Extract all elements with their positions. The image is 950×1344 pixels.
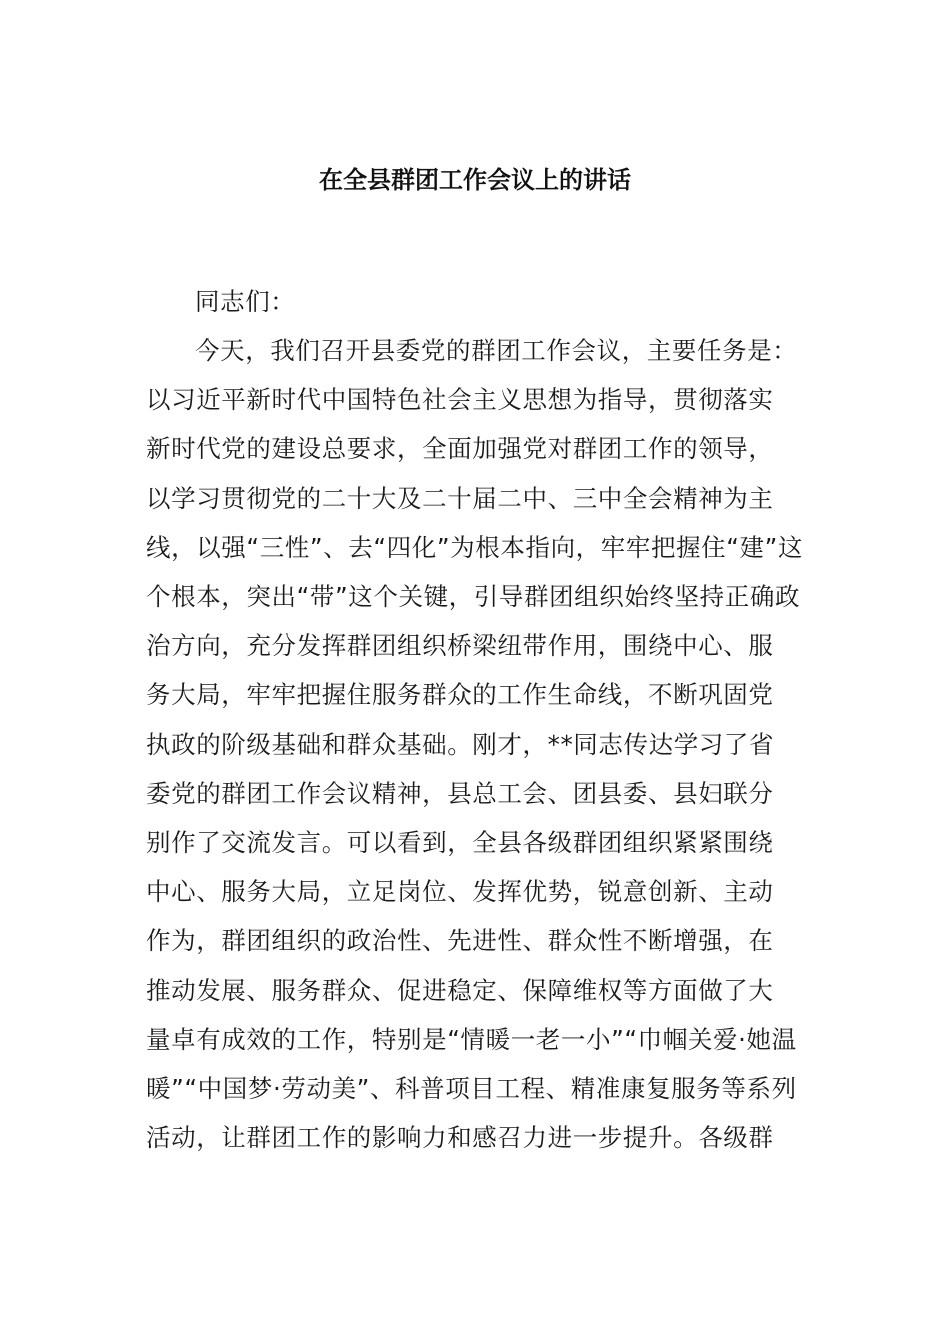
paragraph-line: 务大局，牢牢把握住服务群众的工作生命线，不断巩固党 [146, 680, 774, 710]
paragraph-line: 治方向，充分发挥群团组织桥梁纽带作用，围绕中心、服 [146, 631, 774, 661]
paragraph-line: 新时代党的建设总要求，全面加强党对群团工作的领导， [146, 434, 774, 464]
paragraph-line: 暖”“中国梦·劳动美”、科普项目工程、精准康复服务等系列 [146, 1074, 797, 1104]
paragraph-line: 推动发展、服务群众、促进稳定、保障维权等方面做了大 [146, 975, 774, 1005]
document-title: 在全县群团工作会议上的讲话 [319, 166, 631, 194]
paragraph-line: 线，以强“三性”、去“四化”为根本指向，牢牢把握住“建”这 [146, 532, 804, 562]
paragraph-line: 作为，群团组织的政治性、先进性、群众性不断增强，在 [146, 926, 774, 956]
paragraph-line: 以学习贯彻党的二十大及二十届二中、三中全会精神为主 [146, 483, 774, 513]
paragraph-line: 以习近平新时代中国特色社会主义思想为指导，贯彻落实 [146, 385, 774, 415]
paragraph-line: 执政的阶级基础和群众基础。刚才，**同志传达学习了省 [146, 729, 775, 759]
paragraph-line: 别作了交流发言。可以看到，全县各级群团组织紧紧围绕 [146, 828, 774, 858]
paragraph-line: 量卓有成效的工作，特别是“情暖一老一小”“巾帼关爱·她温 [146, 1024, 797, 1054]
paragraph-line: 活动，让群团工作的影响力和感召力进一步提升。各级群 [146, 1123, 774, 1153]
greeting-line: 同志们： [195, 287, 296, 316]
paragraph-line: 中心、服务大局，立足岗位、发挥优势，锐意创新、主动 [146, 877, 774, 907]
paragraph-line: 今天，我们召开县委党的群团工作会议，主要任务是： [195, 336, 798, 365]
body-paragraph [146, 326, 808, 1162]
paragraph-line: 委党的群团工作会议精神，县总工会、团县委、县妇联分 [146, 778, 774, 808]
paragraph-line: 个根本，突出“带”这个关键，引导群团组织始终坚持正确政 [146, 582, 801, 612]
